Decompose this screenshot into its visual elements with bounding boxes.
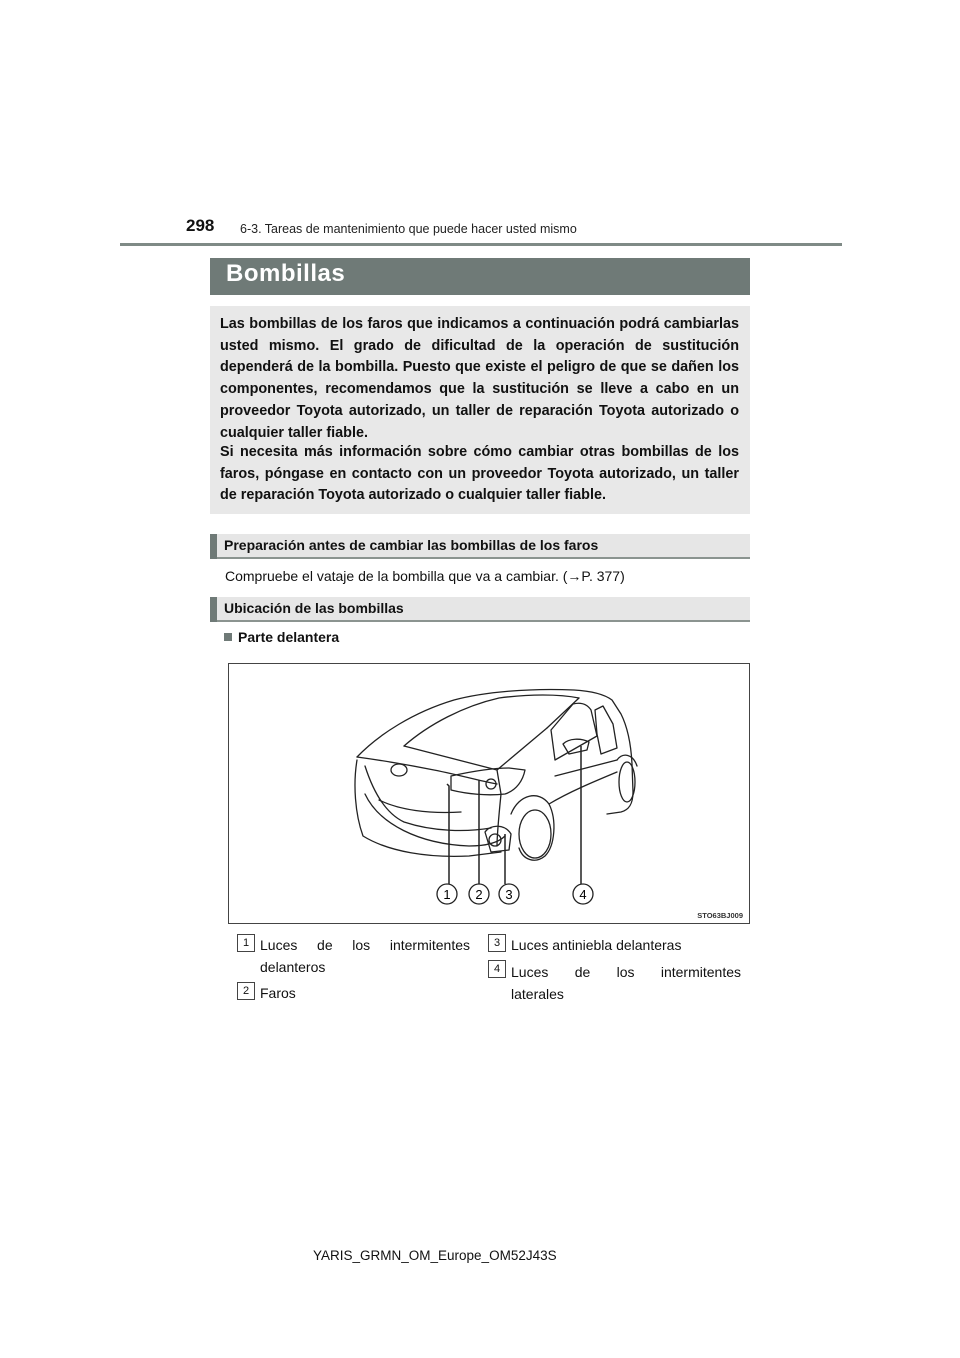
callout-number-2: 2 <box>475 887 483 902</box>
legend-item-2: Faros <box>260 985 296 1001</box>
intro-paragraph-2: Si necesita más información sobre cómo cambiar otras bombillas de los faros, póngase en contacto con un proveedor Toyota autorizado, un taller de reparación Toyota autorizado o cualquier taller fiable. <box>220 444 739 504</box>
preparation-heading-bar <box>210 534 750 559</box>
title-bar <box>210 258 750 295</box>
location-heading-bar <box>210 597 750 622</box>
car-drawing <box>229 664 749 923</box>
document-footer-code: YARIS_GRMN_OM_Europe_OM52J43S <box>313 1248 557 1263</box>
heading-marker <box>210 534 217 559</box>
heading-marker <box>210 597 217 622</box>
location-heading-label: Ubicación de las bombillas <box>224 600 404 616</box>
car-illustration <box>228 663 750 924</box>
legend-item-4 <box>511 961 741 1005</box>
intro-box <box>210 306 750 514</box>
header-divider <box>120 243 842 246</box>
legend-number-3: 3 <box>488 934 506 952</box>
callout-number-1: 1 <box>443 887 451 902</box>
bullet-square-icon <box>224 633 232 641</box>
legend-number-1: 1 <box>237 934 255 952</box>
front-section-label <box>224 629 339 645</box>
preparation-text: Compruebe el vataje de la bombilla que va a cambiar. (→P. 377) <box>225 568 625 584</box>
callout-markers <box>437 884 593 904</box>
legend-number-2: 2 <box>237 982 255 1000</box>
legend-text-1-line1: Luces de los intermitentes <box>260 937 470 953</box>
legend-number-4: 4 <box>488 960 506 978</box>
callout-number-4: 4 <box>579 887 587 902</box>
legend-text-4-line1: Luces de los intermitentes <box>511 964 741 980</box>
legend-item-3: Luces antiniebla delanteras <box>511 937 682 953</box>
legend-text-4-line2: laterales <box>511 986 564 1002</box>
intro-paragraph-1: Las bombillas de los faros que indicamos a continuación podrá cambiarlas usted mismo. El grado de dificultad de la operación de sustitución dependerá de la bombilla. Puesto que existe el peligro de que se dañen los componentes, recomendamos que la sustitución se lleve a cabo en un proveedor Toyota autorizado, un taller de reparación Toyota autorizado o cualquier taller fiable. <box>220 316 739 441</box>
callout-number-3: 3 <box>505 887 513 902</box>
location-heading <box>224 600 404 616</box>
preparation-heading: Preparación antes de cambiar las bombillas de los faros <box>224 537 599 553</box>
legend-item-1 <box>260 934 470 978</box>
front-section-text: Parte delantera <box>238 629 340 645</box>
legend-text-1-line2: delanteros <box>260 959 326 975</box>
page-title: Bombillas <box>226 260 346 287</box>
image-code: STO63BJ009 <box>697 911 743 920</box>
section-header: 6-3. Tareas de mantenimiento que puede hacer usted mismo <box>240 222 577 236</box>
page-number: 298 <box>186 216 215 235</box>
